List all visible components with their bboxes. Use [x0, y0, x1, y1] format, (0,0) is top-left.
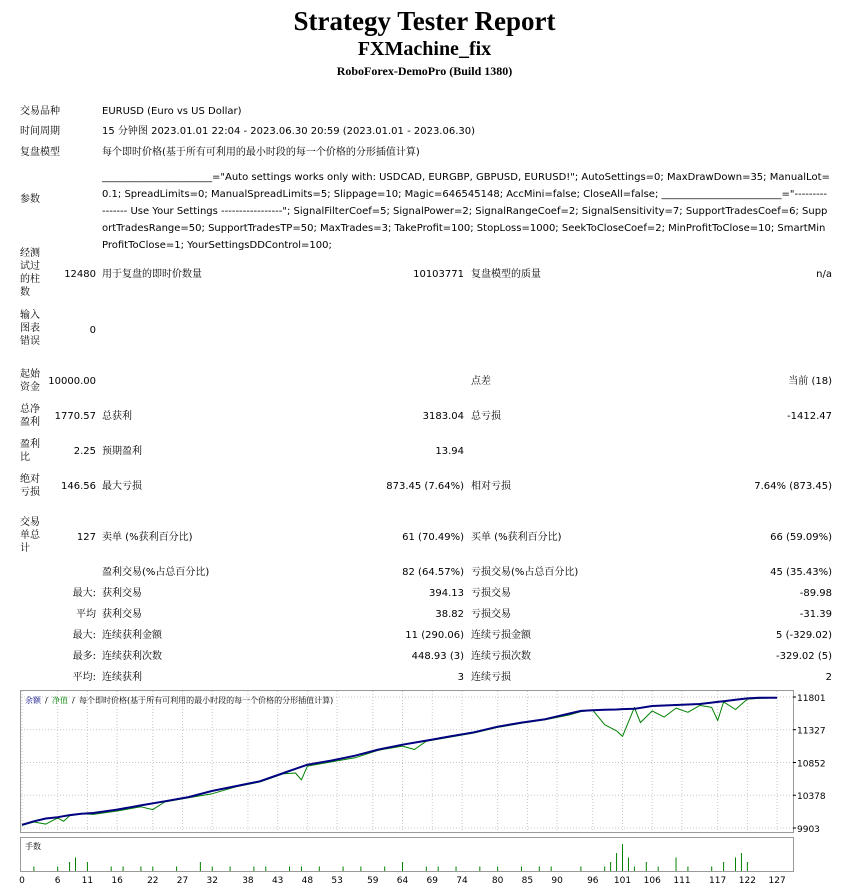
x-tick-label-20: 106	[643, 876, 661, 886]
largest-profit-value: 394.13	[429, 588, 464, 599]
y-tick-label-4: 9903	[797, 825, 820, 835]
report-title: Strategy Tester Report	[293, 6, 556, 36]
max-cons-losses-value: 5 (-329.02)	[776, 630, 832, 641]
loss-trades-value: 45 (35.43%)	[770, 567, 832, 578]
most-cons-loss-value: -329.02 (5)	[776, 651, 832, 662]
balance-chart-svg	[21, 691, 793, 832]
average-profit-value: 38.82	[435, 609, 464, 620]
quality-label: 复盘模型的质量	[471, 269, 541, 280]
short-trades-label: 卖单 (%获利百分比)	[102, 532, 193, 543]
x-tick-label-7: 38	[242, 876, 254, 886]
y-tick-label-1: 11327	[797, 726, 826, 737]
legend-sep-2: /	[72, 696, 75, 705]
rel-drawdown-label: 相对亏损	[471, 481, 511, 492]
avg-cons-wins-label: 连续获利	[102, 672, 142, 683]
net-value: 1770.57	[54, 411, 96, 422]
avg-prefix: 平均:	[72, 672, 96, 683]
chart-grid	[21, 691, 793, 832]
legend-equity: 净值	[52, 696, 68, 705]
bars-label: 经测试过的柱数	[20, 248, 40, 298]
params-label: 参数	[20, 194, 40, 205]
largest-loss-label: 亏损交易	[471, 588, 511, 599]
gross-profit-label: 总获利	[102, 411, 132, 422]
abs-drawdown-label: 绝对亏损	[20, 474, 40, 498]
server-build: RoboForex-DemoPro (Build 1380)	[336, 64, 513, 78]
x-tick-label-8: 43	[271, 876, 284, 886]
largest-profit-label: 获利交易	[102, 588, 142, 599]
avg-cons-wins-value: 3	[457, 672, 464, 683]
spread-label: 点差	[471, 376, 491, 387]
expected-payoff-label: 预期盈利	[102, 446, 142, 457]
x-tick-label-12: 64	[396, 876, 409, 886]
y-tick-label-2: 10852	[797, 759, 826, 770]
average-loss-label: 亏损交易	[471, 609, 511, 620]
deposit-value: 10000.00	[48, 376, 96, 387]
model-value: 每个即时价格(基于所有可利用的最小时段的每一个价格的分形插值计算)	[102, 147, 420, 158]
max-cons-wins-label: 连续获利金额	[102, 630, 162, 641]
largest-prefix: 最大:	[72, 588, 96, 599]
short-trades-value: 61 (70.49%)	[402, 532, 464, 543]
x-tick-label-17: 90	[551, 876, 563, 886]
expected-payoff-value: 13.94	[435, 446, 464, 457]
ticks-label: 用于复盘的即时价数量	[102, 269, 202, 280]
x-tick-label-24: 127	[768, 876, 786, 886]
x-tick-label-2: 11	[81, 876, 94, 886]
most-cons-loss-label: 连续亏损次数	[471, 651, 531, 662]
x-tick-label-0: 0	[19, 876, 25, 886]
average-prefix: 平均	[76, 609, 96, 620]
loss-trades-label: 亏损交易(%占总百分比)	[471, 567, 579, 578]
expert-name: FXMachine_fix	[357, 38, 492, 60]
symbol-label: 交易品种	[20, 106, 60, 117]
y-tick-label-3: 10378	[797, 792, 826, 803]
net-label: 总净盈利	[20, 404, 40, 428]
abs-drawdown-value: 146.56	[61, 481, 96, 492]
x-tick-label-14: 74	[456, 876, 468, 886]
chart-legend	[25, 695, 333, 705]
average-profit-label: 获利交易	[102, 609, 142, 620]
x-axis	[0, 870, 849, 886]
quality-value: n/a	[816, 269, 832, 280]
errors-value: 0	[89, 325, 96, 336]
x-tick-label-21: 111	[673, 876, 691, 886]
profit-factor-value: 2.25	[73, 446, 96, 457]
model-label: 复盘模型	[20, 147, 60, 158]
y-axis	[793, 690, 849, 840]
profit-factor-label: 盈利比	[20, 439, 40, 463]
x-tick-label-22: 117	[709, 876, 727, 886]
spread-value: 当前 (18)	[788, 376, 832, 387]
errors-label: 输入图表错误	[20, 310, 40, 347]
legend-balance: 余额	[25, 696, 41, 705]
max-cons-wins-value: 11 (290.06)	[405, 630, 464, 641]
rel-drawdown-value: 7.64% (873.45)	[754, 481, 832, 492]
bars-value: 12480	[64, 269, 96, 280]
max-drawdown-value: 873.45 (7.64%)	[386, 481, 464, 492]
x-tick-label-6: 32	[206, 876, 218, 886]
most-cons-profit-value: 448.93 (3)	[411, 651, 464, 662]
avg-cons-losses-value: 2	[825, 672, 832, 683]
profit-trades-value: 82 (64.57%)	[402, 567, 464, 578]
profit-trades-label: 盈利交易(%占总百分比)	[102, 567, 210, 578]
avg-cons-losses-label: 连续亏损	[471, 672, 511, 683]
max-drawdown-label: 最大亏损	[102, 481, 142, 492]
deposit-label: 起始资金	[20, 369, 40, 393]
average-loss-value: -31.39	[799, 609, 832, 620]
period-label: 时间周期	[20, 126, 60, 137]
x-tick-label-19: 101	[613, 876, 632, 886]
x-tick-label-4: 22	[147, 876, 159, 886]
largest-loss-value: -89.98	[799, 588, 832, 599]
most-prefix: 最多:	[72, 651, 96, 662]
gross-profit-value: 3183.04	[422, 411, 464, 422]
x-tick-label-1: 6	[54, 876, 61, 886]
volume-chart	[20, 837, 794, 872]
y-tick-label-0: 11801	[797, 694, 826, 704]
x-tick-label-13: 69	[426, 876, 438, 886]
x-tick-label-10: 53	[331, 876, 343, 886]
balance-chart	[20, 690, 794, 833]
legend-description: 每个即时价格(基于所有可利用的最小时段的每一个价格的分形插值计算)	[79, 696, 334, 705]
max-cons-losses-label: 连续亏损金额	[471, 630, 531, 641]
x-tick-label-11: 59	[367, 876, 379, 886]
x-tick-label-15: 80	[491, 876, 504, 886]
gross-loss-value: -1412.47	[787, 411, 832, 422]
params-value: ______________________="Auto settings works only with: USDCAD, EURGBP, GBPUSD, EURUSD!"; AutoSettings=0; MaxDrawDown=35; ManualLot=0.1; SpreadLimits=0; ManualSpreadLimits=5; Slippage=10; Magic=646545148; AccMini=false; CloseAll=false; ________________________="---------------- Use Your Settings -----------------"; SignalFilterCoef=5; SignalPower=2; SignalRangeCoef=2; SignalSensitivity=7; SupportTradesCoef=6; SupportTradesRange=50; SupportTradesTP=50; MaxTrades=3; TakeProfit=100; StopLoss=1000; SeekToCloseCoef=2; MinProfitToClose=10; SmartMinProfitToClose=1; YourSettingsDDControl=100;	[102, 172, 830, 251]
volume-chart-svg	[21, 838, 793, 871]
gross-loss-label: 总亏损	[471, 411, 501, 422]
max-prefix: 最大:	[72, 630, 96, 641]
x-tick-label-3: 16	[111, 876, 123, 886]
long-trades-label: 买单 (%获利百分比)	[471, 532, 562, 543]
volume-label: 手数	[25, 842, 41, 851]
volume-bars	[34, 844, 747, 871]
symbol-value: EURUSD (Euro vs US Dollar)	[102, 106, 242, 117]
chart-series	[22, 698, 777, 826]
x-tick-label-16: 85	[521, 876, 534, 886]
period-value: 15 分钟图 2023.01.01 22:04 - 2023.06.30 20:59 (2023.01.01 - 2023.06.30)	[102, 126, 476, 137]
x-tick-label-18: 96	[587, 876, 599, 886]
ticks-value: 10103771	[413, 269, 464, 280]
x-tick-label-5: 27	[176, 876, 189, 886]
x-tick-label-23: 122	[738, 876, 756, 886]
most-cons-profit-label: 连续获利次数	[102, 651, 162, 662]
total-trades-value: 127	[76, 532, 96, 543]
x-tick-label-9: 48	[301, 876, 314, 886]
legend-sep-1: /	[45, 696, 48, 705]
total-trades-label: 交易单总计	[20, 517, 40, 554]
long-trades-value: 66 (59.09%)	[770, 532, 832, 543]
